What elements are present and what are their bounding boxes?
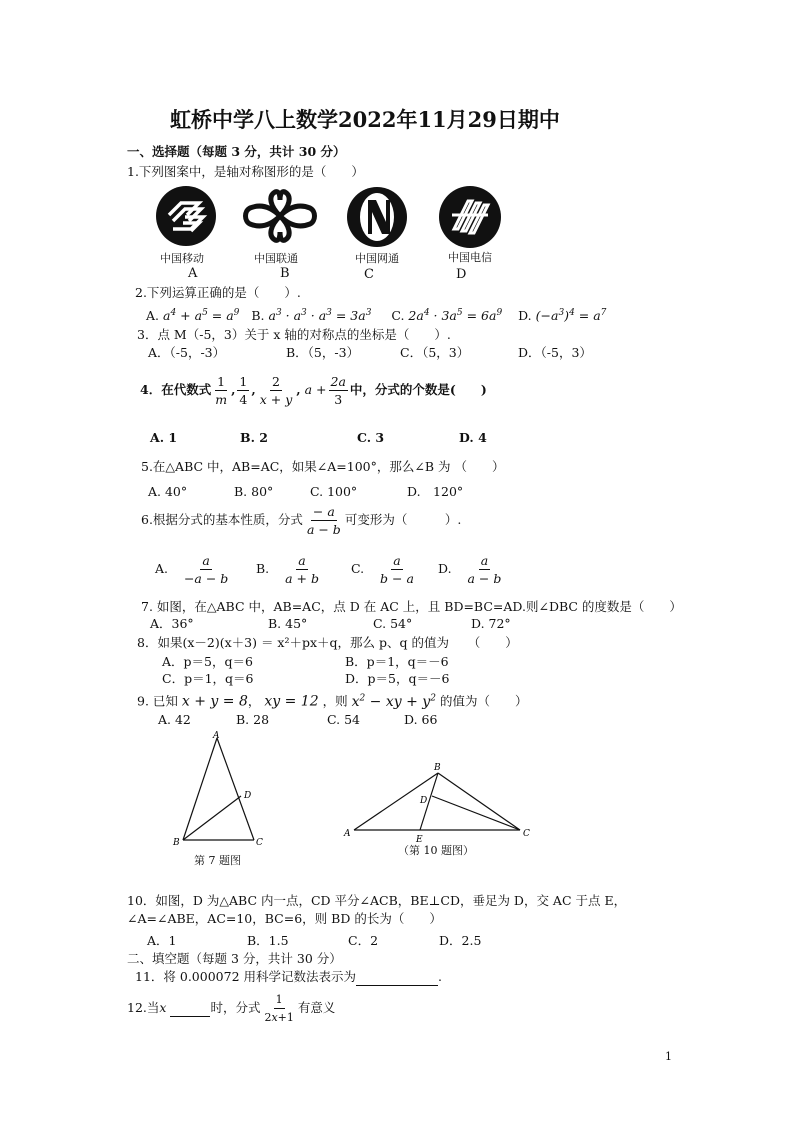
question-10-option-a: A．1	[147, 933, 177, 948]
question-9-option-c: C. 54	[327, 712, 360, 727]
answer-blank-11[interactable]	[356, 969, 438, 986]
question-9-stem: 9. 已知 x + y = 8， xy = 12 ，则 $x^2$ − xy + $y^2$ 的值为（ ）	[137, 693, 528, 710]
question-12: 12.当 x 时，分式 $\frac{1}{2x+1}$ 有意义	[127, 992, 336, 1024]
question-6-option-d: D. $\frac{a}{a - b}$	[438, 552, 502, 586]
question-5-stem: 5.在△ABC 中，AB=AC，如果∠A=100°，那么∠B 为 （ ）	[141, 459, 505, 474]
china-telecom-logo-icon	[438, 185, 502, 249]
question-10-option-b: B．1.5	[247, 933, 289, 948]
question-10-line-2: ∠A=∠ABE，AC=10，BC=6，则 BD 的长为（ ）	[127, 911, 442, 926]
question-10-line-1: 10．如图，D 为△ABC 内一点，CD 平分∠ACB，BE⊥CD，垂足为 D，交 AC 于点 E，	[127, 893, 627, 908]
question-9-mid: ，则	[322, 693, 348, 709]
option-d-label: D.	[518, 308, 532, 324]
question-4-option-a: A. 1	[150, 430, 178, 445]
figure-10-caption: （第 10 题图）	[398, 844, 474, 857]
question-3-option-b: B．（5，-3）	[286, 345, 360, 360]
question-8-option-b: B．p＝1，q＝－6	[345, 654, 449, 669]
question-9-option-b: B. 28	[236, 712, 270, 727]
figure-7-caption: 第 7 题图	[194, 854, 241, 867]
question-8-option-d: D．p＝5，q＝－6	[345, 671, 450, 686]
fig10-segment-cd	[432, 796, 520, 830]
question-4-option-b: B. 2	[240, 430, 268, 445]
question-4-prefix: 4．在代数式	[140, 382, 212, 397]
question-9-suffix: 的值为（ ）	[439, 693, 528, 709]
question-7-option-c: C. 54°	[373, 616, 413, 631]
question-7-option-d: D. 72°	[471, 616, 511, 631]
fig10-label-a: A	[344, 829, 351, 839]
option-a-label: A.	[155, 561, 169, 576]
question-9-option-a: A. 42	[158, 712, 191, 727]
question-12-prefix: 12.当	[127, 1000, 160, 1015]
logo-letter-b: B	[280, 266, 290, 281]
option-c-label: C.	[351, 561, 365, 576]
section-heading-choice-text: 一、选择题（每题 3 分，共计 30 分）	[127, 144, 346, 159]
question-5-option-b: B. 80°	[234, 484, 274, 499]
china-mobile-logo-icon	[155, 185, 217, 247]
question-12-suffix: 有意义	[297, 1000, 336, 1015]
question-3-option-c: C．（5，3）	[400, 345, 470, 360]
option-b-label: B.	[256, 561, 270, 576]
question-6-option-b: B. $\frac{a}{a + b}$	[256, 552, 319, 586]
question-11-prefix: 11．将 0.000072 用科学记数法表示为	[135, 969, 356, 984]
question-4-option-c: C. 3	[357, 430, 385, 445]
question-4-option-d: D. 4	[459, 430, 487, 445]
question-9-prefix: 9. 已知	[137, 693, 178, 709]
question-5-option-a: A. 40°	[148, 484, 188, 499]
logo-label-a: 中国移动	[160, 252, 204, 265]
logo-label-b: 中国联通	[254, 252, 298, 265]
question-5-option-c: C. 100°	[310, 484, 358, 499]
fig10-label-e: E	[416, 835, 423, 845]
page-title: 虹桥中学八上数学2022年11月29日期中	[170, 107, 560, 132]
fig7-side-ac	[217, 738, 254, 840]
option-a-label: A.	[146, 308, 160, 324]
option-d-label: D.	[438, 561, 452, 576]
fig7-side-ab	[183, 738, 217, 840]
option-b-label: B.	[251, 308, 265, 324]
question-6-prefix: 6.根据分式的基本性质，分式	[141, 512, 303, 527]
question-4-suffix: 中，分式的个数是( )	[349, 382, 487, 397]
question-1-stem: 1.下列图案中，是轴对称图形的是（ ）	[127, 164, 364, 179]
section-heading-choice	[127, 144, 346, 160]
figure-7-triangle	[165, 728, 275, 868]
fig7-label-a: A	[213, 731, 220, 741]
logo-letter-c: C	[364, 267, 374, 282]
answer-blank-12[interactable]	[170, 1000, 210, 1017]
question-8-option-a: A．p＝5，q＝6	[162, 654, 253, 669]
question-7-option-a: A．36°	[150, 616, 194, 631]
fig7-label-d: D	[244, 791, 252, 801]
figure-10-triangle	[340, 758, 540, 848]
logo-letter-a: A	[188, 266, 198, 281]
question-3-option-d: D．（-5，3）	[518, 345, 592, 360]
fig10-label-b: B	[434, 763, 441, 773]
question-11-suffix: .	[438, 969, 442, 984]
question-10-option-d: D．2.5	[439, 933, 482, 948]
question-6-suffix: 可变形为（ ）.	[344, 512, 462, 527]
question-7-option-b: B. 45°	[268, 616, 308, 631]
question-6-option-a: A. $\frac{a}{-a - b}$	[155, 552, 229, 586]
question-6-option-c: C. $\frac{a}{b - a}$	[351, 552, 414, 586]
logo-letter-d: D	[456, 267, 467, 282]
fig10-label-d: D	[420, 796, 428, 806]
question-4-stem: 4．在代数式 $\frac{1}{m}$ , $\frac{1}{4}$ , $\frac{2}{x + y}$ , a + $\frac{2a}{3}$ 中，分式的个数是( )	[140, 373, 487, 407]
question-11	[135, 969, 442, 986]
china-netcom-logo-icon	[346, 186, 408, 248]
fig7-segment-bd	[183, 796, 241, 840]
fig10-label-c: C	[523, 829, 530, 839]
fig10-side-bc	[438, 773, 520, 830]
question-9-option-d: D. 66	[404, 712, 438, 727]
fig7-label-c: C	[256, 838, 263, 848]
question-8-stem: 8．如果(x－2)(x＋3) ＝ x²＋px＋q，那么 p、q 的值为 （ ）	[137, 635, 518, 650]
question-7-stem: 7. 如图，在△ABC 中，AB=AC，点 D 在 AC 上，且 BD=BC=AD.则∠DBC 的度数是（ ）	[141, 599, 682, 614]
question-2-options: A. $a^4 + a^5 = a^9$ B. $a^3 \cdot a^3 \cdot a^3 = 3a^3$ C. $2a^4 \cdot 3a^5 = 6a^9$ D. $(-a^3)^4 = a^7$	[146, 308, 607, 324]
section-heading-fill: 二、填空题（每题 3 分，共计 30 分）	[127, 951, 342, 966]
question-12-var: x	[159, 1000, 167, 1015]
fig7-label-b: B	[173, 838, 180, 848]
question-10-option-c: C．2	[348, 933, 379, 948]
question-3-option-a: A．（-5，-3）	[148, 345, 226, 360]
question-3-stem: 3．点 M（-5，3）关于 x 轴的对称点的坐标是（ ）.	[137, 327, 451, 342]
question-6-stem: 6.根据分式的基本性质，分式 $\frac{- a}{a - b}$ 可变形为（ ）.	[141, 503, 462, 537]
page-number: 1	[665, 1050, 672, 1063]
question-8-option-c: C．p＝1，q＝6	[162, 671, 254, 686]
question-2-stem: 2.下列运算正确的是（ ）.	[135, 285, 301, 300]
logo-label-c: 中国网通	[355, 252, 399, 265]
question-5-option-d: D. 120°	[407, 484, 464, 499]
question-12-mid: 时，分式	[210, 1000, 261, 1015]
option-c-label: C.	[391, 308, 405, 324]
china-unicom-logo-icon	[240, 186, 320, 246]
logo-label-d: 中国电信	[448, 251, 492, 264]
